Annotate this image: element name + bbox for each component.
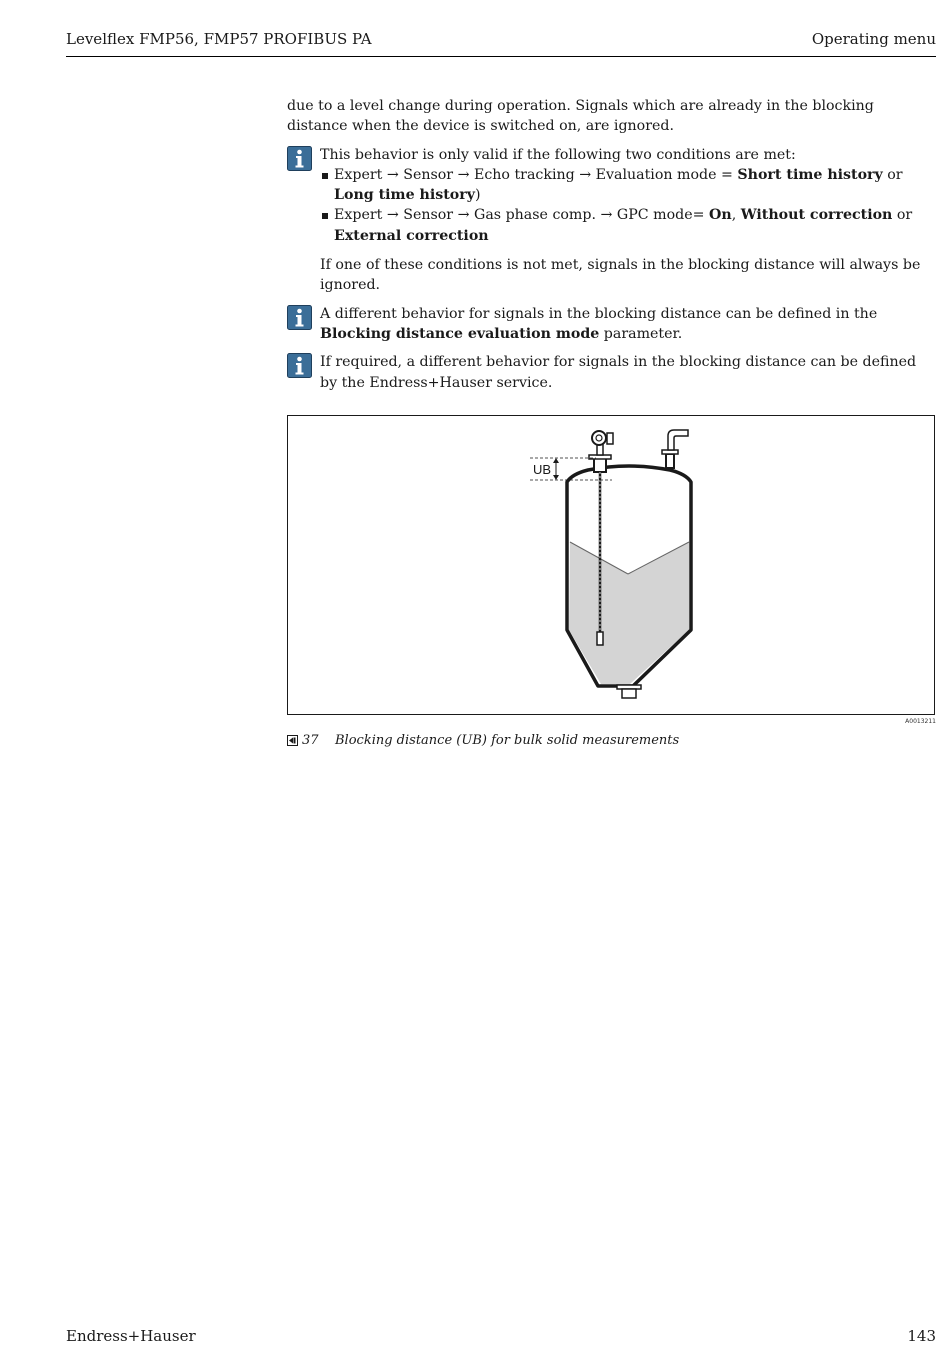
- list-item: [320, 205, 936, 246]
- option-value: Without correction: [740, 207, 893, 224]
- caption-number: 37: [302, 733, 319, 748]
- ub-arrowhead-down: [553, 475, 559, 480]
- conditions-consequence: If one of these conditions is not met, signals in the blocking distance will always be ignored.: [320, 257, 921, 294]
- option-value: External correction: [334, 227, 489, 244]
- probe-weight: [597, 632, 603, 645]
- footer-brand: Endress+Hauser: [66, 1327, 196, 1345]
- note-post: parameter.: [599, 325, 683, 342]
- main-content: [287, 96, 936, 393]
- transmitter-head: [592, 431, 606, 445]
- connector-text: or: [892, 207, 913, 224]
- intro-paragraph: due to a level change during operation. Signals which are already in the blocking distance when the device is switched on, are ignored.: [287, 98, 874, 135]
- caption-text: Blocking distance (UB) for bulk solid measurements: [335, 733, 680, 748]
- figure-silo-diagram: [287, 415, 935, 715]
- outlet-pipe: [622, 689, 636, 698]
- bullet-icon: [322, 173, 328, 179]
- note-pre: A different behavior for signals in the blocking distance can be defined in the: [320, 305, 878, 322]
- ub-label: UB: [533, 462, 552, 477]
- header-section: Operating menu: [811, 30, 936, 48]
- figure-icon: [287, 735, 298, 746]
- parameter-name: Blocking distance evaluation mode: [320, 325, 600, 342]
- option-value: Short time history: [737, 166, 883, 183]
- note-text: If required, a different behavior for signals in the blocking distance can be defined by the Endress+Hauser service.: [320, 354, 917, 391]
- conditions-list: [320, 165, 936, 246]
- option-value: Long time history: [334, 187, 475, 204]
- closing-text: ): [474, 187, 481, 204]
- header-title: Levelflex FMP56, FMP57 PROFIBUS PA: [66, 30, 372, 48]
- pipe-nozzle: [666, 454, 674, 468]
- silo-diagram: [288, 416, 936, 716]
- pipe-bend: [668, 430, 688, 450]
- page-header: [66, 30, 936, 57]
- list-item: [320, 165, 936, 206]
- ub-arrowhead-up: [553, 458, 559, 463]
- note-text: [320, 304, 936, 345]
- separator-text: ,: [731, 207, 741, 224]
- figure-caption: [287, 733, 679, 748]
- transmitter-cover: [607, 433, 613, 444]
- probe-nozzle: [594, 458, 606, 472]
- info-icon: [287, 353, 312, 378]
- info-note-conditions: [287, 145, 936, 246]
- info-note-evaluation-mode: [287, 304, 936, 345]
- info-note-service: [287, 352, 936, 393]
- note-text: This behavior is only valid if the following two conditions are met:: [320, 146, 796, 163]
- menu-path: Expert → Sensor → Echo tracking → Evaluation mode =: [334, 166, 738, 183]
- menu-path: Expert → Sensor → Gas phase comp. → GPC mode=: [334, 207, 709, 224]
- info-icon: [287, 146, 312, 171]
- option-value: On: [709, 207, 732, 224]
- info-icon: [287, 305, 312, 330]
- connector-text: or: [882, 166, 903, 183]
- bullet-icon: [322, 213, 328, 219]
- figure-id: A0013211: [905, 718, 936, 725]
- page-number: 143: [907, 1327, 936, 1345]
